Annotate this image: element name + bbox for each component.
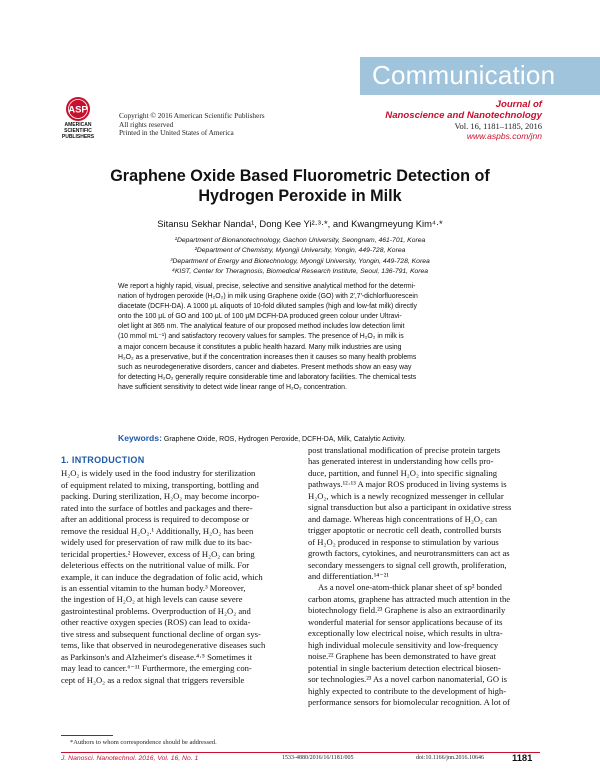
journal-name-line2: Nanoscience and Nanotechnology <box>385 110 542 121</box>
body-line: H₂O₂ is widely used in the food industry for sterilization <box>61 468 256 479</box>
body-line: as Parkinson's and Alzheimer's disease.⁴·⁵ Sometimes it <box>61 651 253 662</box>
body-line: signal transduction but also a participant in oxidative stress <box>308 502 512 513</box>
body-line: post translational modification of precise protein targets <box>308 445 501 455</box>
abstract-line: have sufficient sensitivity to detect wide linear range of H₂O₂ concentration. <box>118 383 347 391</box>
body-line: after an additional process is required to decompose or <box>61 514 250 525</box>
abstract-line: We report a highly rapid, visual, precise, selective and sensitive analytical method for the determi- <box>118 283 416 290</box>
body-line: As a novel one-atom-thick planar sheet of sp² bonded <box>318 582 502 593</box>
body-line: of H₂O₂ produced in response to stimulation by various <box>308 536 499 547</box>
body-line: and differentiation.¹⁴⁻²¹ <box>308 570 389 581</box>
body-line: potential in single bacterium detection electrical biosen- <box>308 662 501 673</box>
body-line: secondary messengers to signal cell growth, proliferation, <box>308 559 507 570</box>
body-line: may lead to cancer.⁶⁻¹¹ Furthermore, the emerging con- <box>61 663 252 674</box>
body-line: example, it can induce the degradation of folic acid, which <box>61 571 263 582</box>
abstract-line: onto the 100 μL of GO and 100 μL of 100 μM DCFH-DA produced green colour under Ultravi- <box>118 313 402 321</box>
title-line: Graphene Oxide Based Fluorometric Detection of <box>110 167 490 185</box>
abstract <box>118 282 482 393</box>
paper-title <box>60 166 540 206</box>
copyright-line: Copyright © 2016 American Scientific Publishers <box>119 111 265 120</box>
body-line: rated into the surface of bottles and packages and there- <box>61 502 253 513</box>
body-line: is an essential vitamin to the human body.³ Moreover, <box>61 582 246 593</box>
body-line: trigger apoptotic or necrotic cell death, controlled bursts <box>308 525 502 536</box>
body-line: highly expected to contribute to the development of high- <box>308 685 507 696</box>
body-line: sor technologies.²³ As a novel carbon nanomaterial, GO is <box>308 674 507 685</box>
page-number: 1181 <box>512 752 533 763</box>
keywords-text: Graphene Oxide, ROS, Hydrogen Peroxide, DCFH-DA, Milk, Catalytic Activity. <box>163 436 406 443</box>
section-heading: 1. INTRODUCTION <box>61 455 145 465</box>
body-line: performance sensors for biomolecular recognition. A lot of <box>308 696 510 707</box>
body-line: tericidal properties.² However, excess of H₂O₂ can bring <box>61 548 255 559</box>
footnote-rule <box>61 735 113 736</box>
body-line: pathways.¹²·¹³ A major ROS produced in living systems is <box>308 479 507 490</box>
abstract-line: diacetate (DCFH-DA). A 1000 μL aliquots of 10-fold diluted samples (high and low-fat milk) directly <box>118 303 417 311</box>
abstract-line: such as neurodegenerative disorders, cancer and diabetes. Present methods show an easy way <box>118 363 412 371</box>
body-line: exceptionally low electrical noise, which results in ultra- <box>308 628 503 639</box>
abstract-line: H₂O₂ as a preservative, but if the concentration increases then it causes so many health problems <box>118 353 417 361</box>
body-line: duce, partition, and funnel H₂O₂ into specific signaling <box>308 467 498 478</box>
abstract-line: for detecting H₂O₂ generally require considerable time and laboratory facilities. The chemical tests <box>118 373 417 381</box>
footer-rule <box>61 752 540 753</box>
body-line: of equipment related to mixing, transporting, bottling and <box>61 479 259 490</box>
abstract-line: (10 mmol mL⁻¹) and satisfactory recovery values for samples. The presence of H₂O₂ in milk is <box>118 333 404 341</box>
correspondence-footnote: *Authors to whom correspondence should be addressed. <box>70 739 217 746</box>
journal-name-line1: Journal of <box>495 99 542 110</box>
left-column <box>61 455 293 686</box>
body-line: biotechnology field.²³ Graphene is also an extraordinarily <box>308 605 506 616</box>
body-line: deleterious effects on the nutritional value of milk. For <box>61 560 250 571</box>
title-line: Hydrogen Peroxide in Milk <box>198 187 402 205</box>
affiliations <box>60 236 540 277</box>
body-line: tems, like that observed in neurodegenerative diseases such <box>61 640 266 651</box>
right-column <box>308 445 540 708</box>
body-line: growth factors, cytokines, and neurotransmitters can act as <box>308 548 510 559</box>
printed-line: Printed in the United States of America <box>119 128 234 138</box>
journal-info <box>385 99 542 141</box>
journal-volume: Vol. 16, 1181–1185, 2016 <box>454 121 542 131</box>
abstract-line: nation of hydrogen peroxide (H₂O₂) in milk using Graphene oxide (GO) with 2′,7′-dichlorfluorescein <box>118 293 418 301</box>
body-line: packing. During sterilization, H₂O₂ may become incorpo- <box>61 491 260 502</box>
publisher-info <box>119 112 265 138</box>
body-line: tive stress and subsequent functional decline of organ sys- <box>61 628 261 639</box>
body-line: high individual molecule sensitivity and low-frequency <box>308 639 499 650</box>
rights-line: All rights reserved <box>119 119 174 129</box>
body-line: cept of H₂O₂ as a redox signal that triggers reversible <box>61 674 245 685</box>
body-line: carbon atoms, graphene has attracted much attention in the <box>308 593 511 604</box>
body-line: widely used for preservation of raw milk due to its bac- <box>61 537 252 548</box>
journal-url[interactable]: www.aspbs.com/jnn <box>466 131 542 141</box>
body-line: remove the residual H₂O₂.¹ Additionally, H₂O₂ has been <box>61 525 254 536</box>
affiliation-line: ⁴KIST, Center for Theragnosis, Biomedical Research Institute, Seoul, 136-791, Korea <box>171 267 429 275</box>
body-line: and damage. Whereas high concentrations of H₂O₂ can <box>308 513 498 524</box>
body-line: other reactive oxygen species (ROS) can lead to oxida- <box>61 617 251 628</box>
svg-text:PUBLISHERS: PUBLISHERS <box>61 134 95 140</box>
abstract-line: olet light at 365 nm. The analytical feature of our proposed method includes low detection limit <box>118 323 405 331</box>
author-list: Sitansu Sekhar Nanda¹, Dong Kee Yi²·³·*, and Kwangmeyung Kim⁴·* <box>157 218 443 229</box>
body-line: H₂O₂, which is a newly recognized messenger in cellular <box>308 490 504 501</box>
footer-journal-ref: J. Nanosci. Nanotechnol. 2016, Vol. 16, No. 1 <box>61 755 199 762</box>
affiliation-line: ²Department of Chemistry, Myongji University, Yongin, 449-728, Korea <box>194 247 406 255</box>
keywords-label: Keywords: <box>118 433 162 443</box>
footer-issn: 1533-4880/2016/16/1181/005 <box>282 755 354 761</box>
svg-text:SCIENTIFIC: SCIENTIFIC <box>64 128 92 134</box>
footer-doi[interactable]: doi:10.1166/jnn.2016.10646 <box>416 755 484 761</box>
section-label: Communication <box>372 60 556 90</box>
publisher-logo <box>57 95 99 141</box>
body-line: gastrointestinal problems. Overproduction of H₂O₂ and <box>61 605 251 616</box>
svg-text:ASP: ASP <box>68 104 88 116</box>
body-line: wonderful material for sensor applications because of its <box>308 616 503 627</box>
svg-text:AMERICAN: AMERICAN <box>64 122 92 128</box>
affiliation-line: ¹Department of Bionanotechnology, Gachon University, Seongnam, 461-701, Korea <box>174 237 426 244</box>
body-line: has generated interest in understanding how cells pro- <box>308 456 494 467</box>
affiliation-line: ³Department of Energy and Biotechnology, Myongji University, Yongin, 449-728, Korea <box>170 257 430 265</box>
abstract-line: a major concern because it constitutes a public health hazard. Many milk industries are using <box>118 343 402 351</box>
body-line: the ingestion of H₂O₂ at high levels can cause severe <box>61 594 243 605</box>
keywords <box>118 433 406 443</box>
body-line: noise.²² Graphene has been demonstrated to have great <box>308 651 496 662</box>
